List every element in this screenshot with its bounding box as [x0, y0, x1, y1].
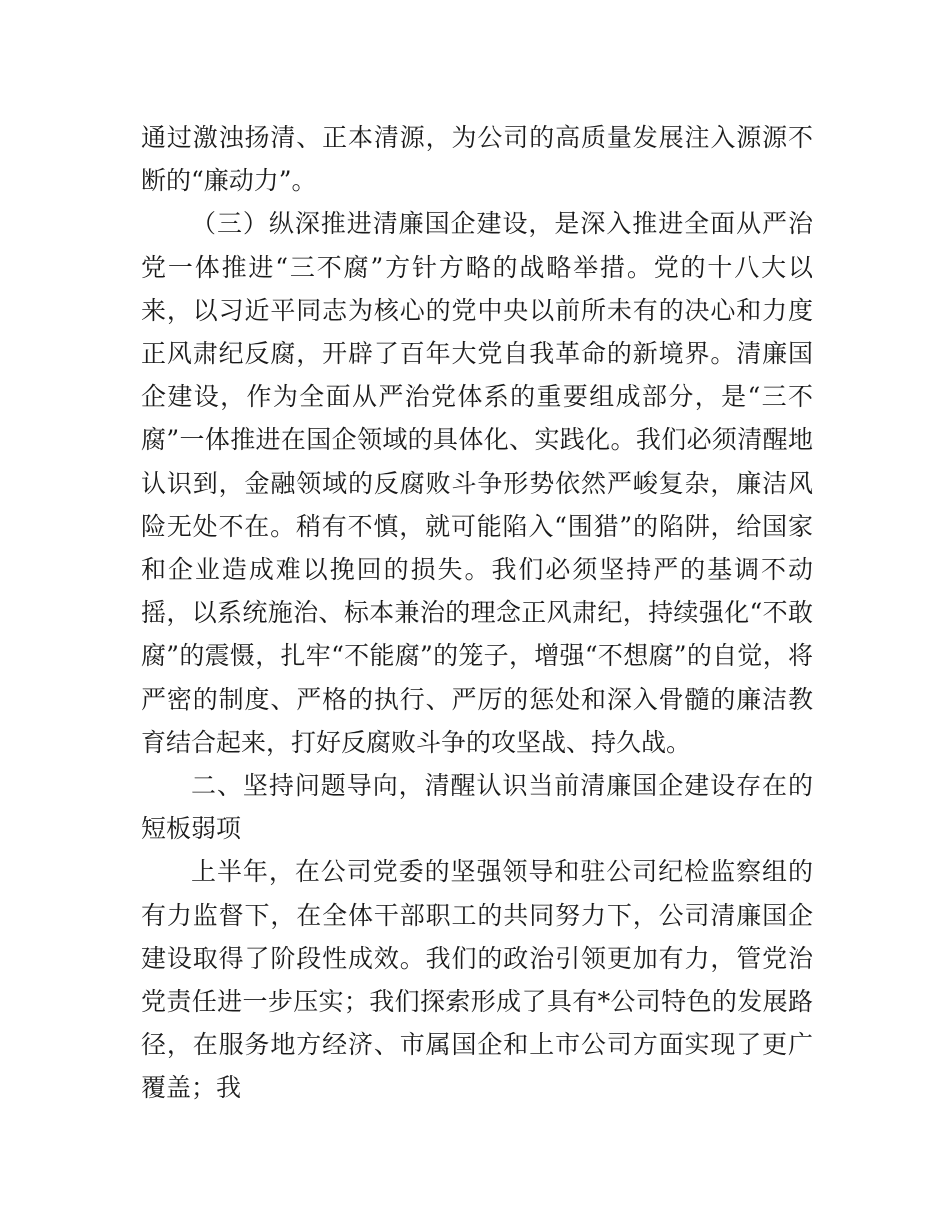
section-heading-two: 二、坚持问题导向，清醒认识当前清廉国企建设存在的短板弱项 — [141, 771, 813, 844]
document-body — [141, 116, 813, 1110]
paragraph-section-three: （三）纵深推进清廉国企建设，是深入推进全面从严治党一体推进“三不腐”方针方略的战略举措。党的十八大以来，以习近平同志为核心的党中央以前所未有的决心和力度正风肃纪反腐，开辟了百年大党自我革命的新境界。清廉国企建设，作为全面从严治党体系的重要组成部分，是“三不腐”一体推进在国企领域的具体化、实践化。我们必须清醒地认识到，金融领域的反腐败斗争形势依然严峻复杂，廉洁风险无处不在。稍有不慎，就可能陷入“围猎”的陷阱，给国家和企业造成难以挽回的损失。我们必须坚持严的基调不动摇，以系统施治、标本兼治的理念正风肃纪，持续强化“不敢腐”的震慑，扎牢“不能腐”的笼子，增强“不想腐”的自觉，将严密的制度、严格的执行、严厉的惩处和深入骨髓的廉洁教育结合起来，打好反腐败斗争的攻坚战、持久战。 — [141, 209, 813, 757]
paragraph-first-half-year: 上半年，在公司党委的坚强领导和驻公司纪检监察组的有力监督下，在全体干部职工的共同努力下，公司清廉国企建设取得了阶段性成效。我们的政治引领更加有力，管党治党责任进一步压实；我们探索形成了具有*公司特色的发展路径，在服务地方经济、市属国企和上市公司方面实现了更广覆盖；我 — [141, 857, 813, 1103]
paragraph-continuation: 通过激浊扬清、正本清源，为公司的高质量发展注入源源不断的“廉动力”。 — [141, 123, 813, 196]
